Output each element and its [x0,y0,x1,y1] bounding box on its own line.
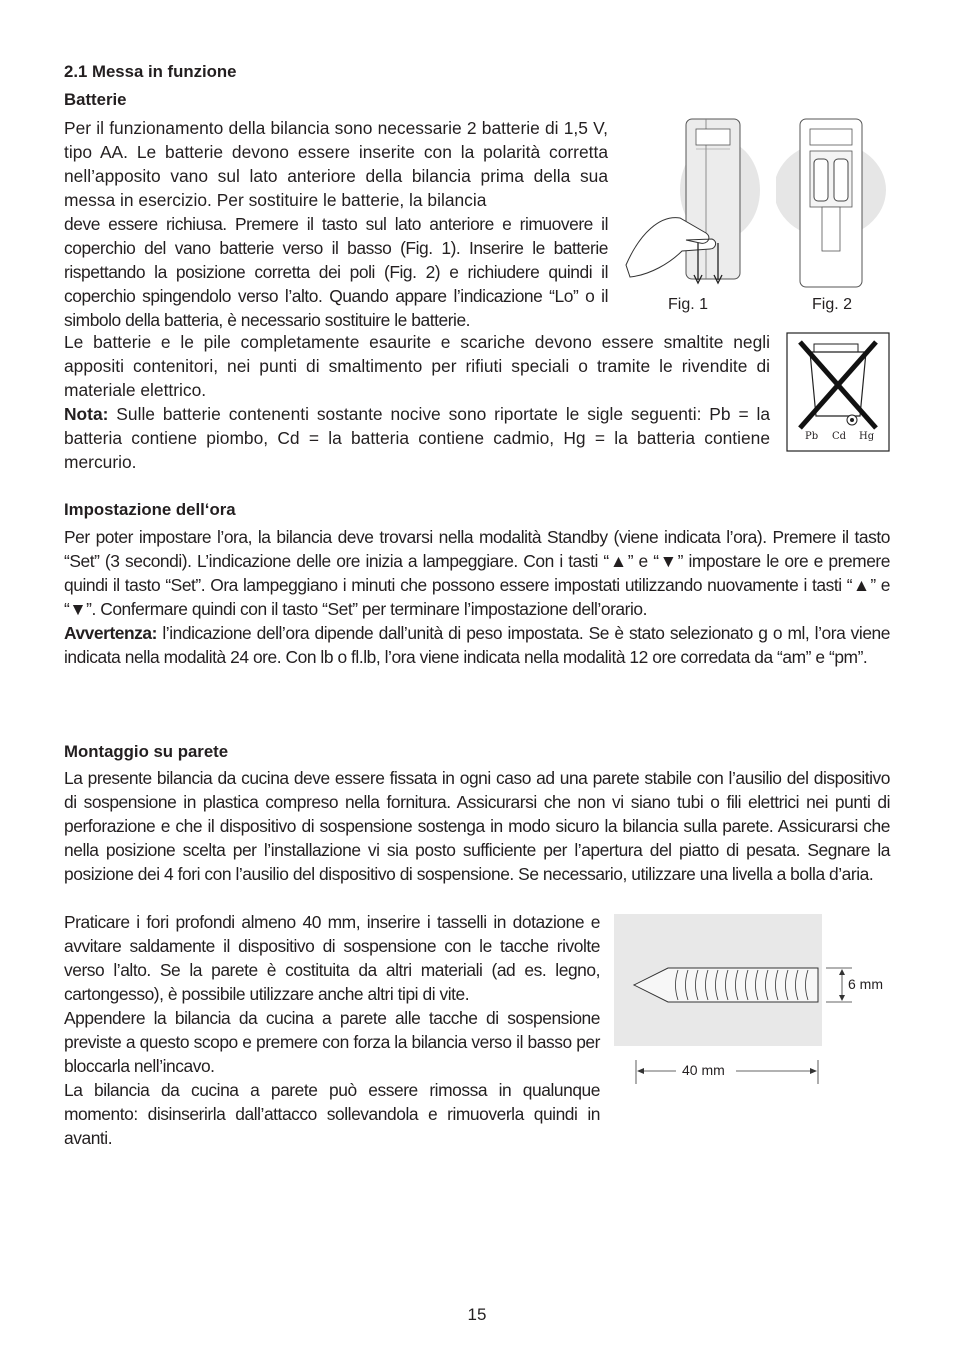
fig1-battery-cover-illustration [620,115,760,295]
batteries-paragraph-2 [64,330,770,474]
wall-text-4: La bilancia da cucina a parete può essere rimossa in qualunque momento: disinserirla dall’attacco sollevandola e rimuoverla quindi in avanti. [64,1080,600,1148]
warning-label: Avvertenza: [64,623,157,643]
batteries-text-b: deve essere richiusa. Premere il tasto sul lato anteriore e rimuovere il coperchio del vano batterie verso il basso (Fig. 1). Inserire le batterie rispettando la posizione corretta dei poli (Fig. 2) e richiudere quindi il coperchio spingendolo verso l’alto. Quando appare l’indicazione “Lo” o il simbolo della batteria, è necessario sostituire le batterie. [64,214,608,330]
dowel-dimension-illustration [612,912,892,1092]
page-number: 15 [467,1305,487,1324]
time-heading: Impostazione dell‘ora [64,500,236,519]
time-paragraph [64,525,890,669]
time-text: Per poter impostare l’ora, la bilancia deve trovarsi nella modalità Standby (viene indicata l’ora). Premere il tasto “Set” (3 secondi). L’indicazione delle ore inizia a lampeggiare. Con i tasti “▲” e “▼” impostare le ore e premere quindi il tasto “Set”. Ora lampeggiano i minuti che possono essere impostati utilizzando nuovamente i tasti “▲” e “▼”. Confermare quindi con il tasto “Set” per terminare l’impostazione dell’orario. [64,527,890,619]
wall-paragraphs [64,910,600,1150]
wall-text-3: Appendere la bilancia da cucina a parete alle tacche di sospensione previste a questo scopo e premere con forza la bilancia verso il basso per bloccarla nell’incavo. [64,1008,600,1076]
nota-text: Sulle batterie contenenti sostante nocive sono riportate le sigle seguenti: Pb = la batteria contiene piombo, Cd = la batteria contiene cadmio, Hg = la batteria contiene mercurio. [64,404,770,472]
warning-text: l’indicazione dell’ora dipende dall’unità di peso impostata. Se è stato selezionato g o ml, l’ora viene indicata nella modalità 24 ore. Con lb o fl.lb, l’ora viene indicata nella modalità 12 ore corredata da “am” e “pm”. [64,623,890,667]
bin-label-hg: Hg [859,431,875,442]
wall-text-2: Praticare i fori profondi almeno 40 mm, inserire i tasselli in dotazione e avvitare saldamente il dispositivo di sospensione con le tacche rivolte verso l’alto. Se la parete è costituita da altri materiali (ad es. legno, cartongesso), è possibile utilizzare anche altri tipi di vite. [64,912,600,1004]
batteries-heading: Batterie [64,90,127,109]
batteries-paragraph-1 [64,116,608,332]
warning-paragraph [64,621,890,669]
disposal-text: Le batterie e le pile completamente esaurite e scariche devono essere smaltite negli appositi contenitori, nei punti di smaltimento per rifiuti speciali o tramite le rivendite di materiale elettrico. [64,332,770,400]
fig2-caption: Fig. 2 [812,296,853,313]
dowel-length-label: 40 mm [682,1062,725,1078]
batteries-text-a: Per il funzionamento della bilancia sono necessarie 2 batterie di 1,5 V, tipo AA. Le batterie devono essere inserite con la polarità corretta nell’apposito vano sul lato anteriore della bilancia prima della sua messa in esercizio. Per sostituire le batterie, la bilancia [64,118,608,210]
fig2-battery-compartment-illustration [776,115,890,295]
wall-paragraph-1: La presente bilancia da cucina deve essere fissata in ogni caso ad una parete stabile con l’ausilio del dispositivo di sospensione in plastica compreso nella fornitura. Assicurarsi che non vi siano tubi o fili elettrici nei punti di perforazione e che il dispositivo di sospensione sostenga in modo sicuro la bilancia sulla parete. Assicurarsi che nella posizione scelta per l’installazione vi sia posto sufficiente per l’apertura del piatto di pesata. Segnare la posizione dei 4 fori con l’ausilio del dispositivo di sospensione. Se necessario, utilizzare una livella a bolla d’aria. [64,768,890,884]
nota-label: Nota: [64,404,109,424]
bin-label-cd: Cd [832,431,847,442]
wall-heading: Montaggio su parete [64,742,229,761]
nota-paragraph [64,402,770,474]
section-title: 2.1 Messa in funzione [64,62,237,81]
fig1-caption: Fig. 1 [668,296,709,313]
dowel-width-label: 6 mm [848,976,883,992]
bin-label-pb: Pb [805,431,819,442]
